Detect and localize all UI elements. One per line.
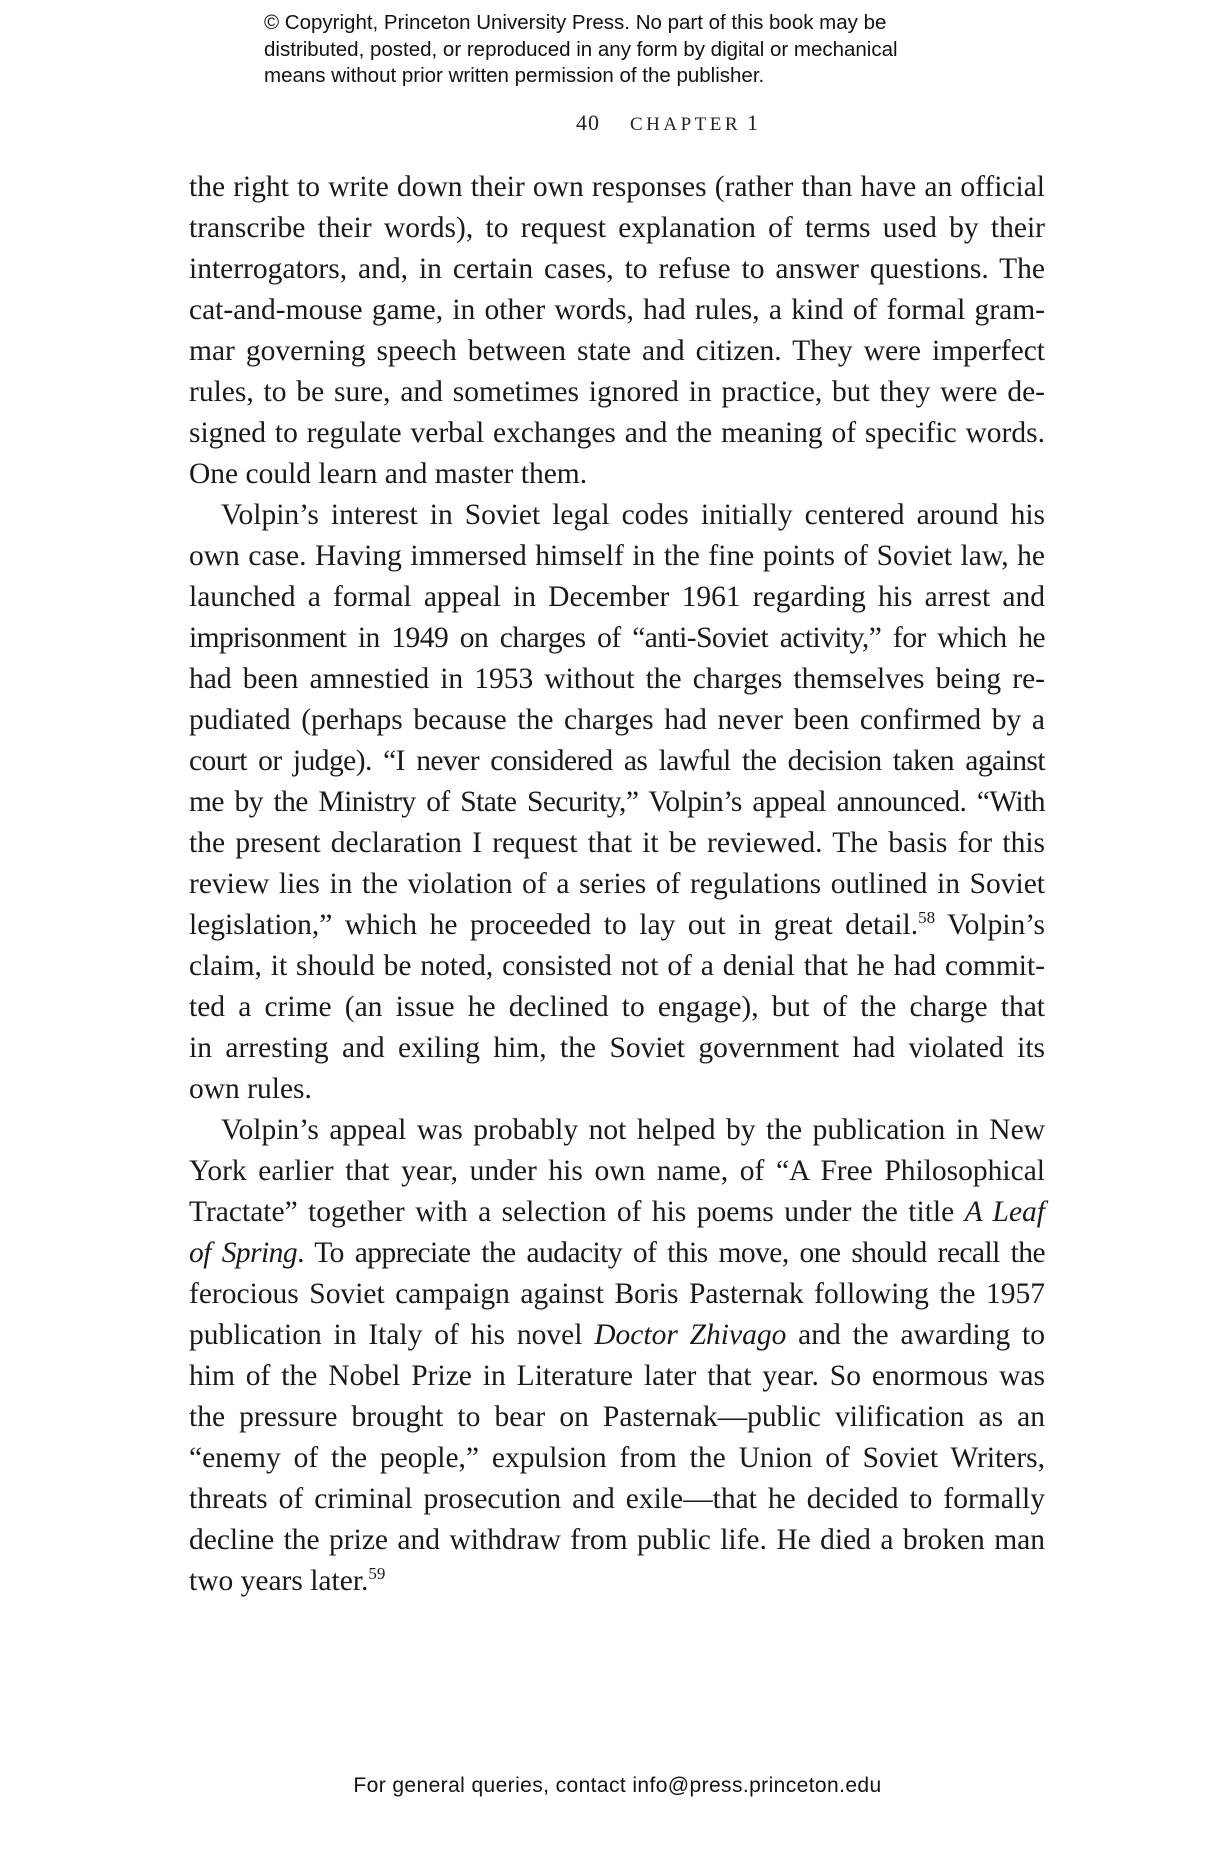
footnote-ref[interactable]: 59 <box>368 1564 386 1583</box>
text-line: the present declaration I request that it be reviewed. The basis for this <box>189 827 1045 859</box>
text-line <box>189 1315 1045 1356</box>
text-line: transcribe their words), to request explanation of terms used by their <box>189 212 1045 244</box>
page-number: 40 <box>575 110 600 135</box>
text-line: cat-and-mouse game, in other words, had rules, a kind of formal gram- <box>189 294 1045 326</box>
text-line <box>189 1192 1045 1233</box>
text-line: “enemy of the people,” expulsion from the Union of Soviet Writers, <box>189 1442 1045 1474</box>
text-line: decline the prize and withdraw from public life. He died a broken man <box>189 1524 1045 1556</box>
text-line: court or judge). “I never considered as lawful the decision taken against <box>189 745 1045 777</box>
text-line: York earlier that year, under his own name, of “A Free Philosophical <box>189 1155 1045 1187</box>
text-segment: and the awarding to <box>786 1319 1045 1351</box>
paragraph <box>189 167 1045 495</box>
copyright-line: distributed, posted, or reproduced in any form by digital or mechanical <box>264 37 898 61</box>
text-segment: Tractate” together with a selection of his poems under the title <box>189 1196 965 1228</box>
text-line: own case. Having immersed himself in the fine points of Soviet law, he <box>189 540 1045 572</box>
text-line: Volpin’s interest in Soviet legal codes initially centered around his <box>221 499 1045 531</box>
footer-contact: For general queries, contact info@press.princeton.edu <box>353 1774 882 1797</box>
chapter-number: 1 <box>747 110 760 135</box>
text-segment: two years later. <box>189 1565 369 1597</box>
text-line: review lies in the violation of a series of regulations outlined in Soviet <box>189 868 1045 900</box>
chapter-label: CHAPTER <box>629 114 742 135</box>
text-line: the pressure brought to bear on Pasternak—public vilification as an <box>189 1401 1045 1433</box>
text-segment: . To appreciate the audacity of this move, one should recall the <box>297 1237 1045 1269</box>
text-line: rules, to be sure, and sometimes ignored in practice, but they were de- <box>189 376 1045 408</box>
text-line <box>189 905 1045 946</box>
text-segment: legislation,” which he proceeded to lay out in great detail. <box>189 909 919 941</box>
text-line: pudiated (perhaps because the charges had never been confirmed by a <box>189 704 1045 736</box>
text-line: claim, it should be noted, consisted not of a denial that he had commit- <box>189 950 1045 982</box>
text-segment: Volpin’s <box>935 909 1045 941</box>
copyright-notice <box>264 10 984 90</box>
text-line: own rules. <box>189 1073 312 1105</box>
text-line: imprisonment in 1949 on charges of “anti-Soviet activity,” for which he <box>189 622 1045 654</box>
text-line: interrogators, and, in certain cases, to refuse to answer questions. The <box>189 253 1045 285</box>
text-line: him of the Nobel Prize in Literature later that year. So enormous was <box>189 1360 1045 1392</box>
text-line: ted a crime (an issue he declined to engage), but of the charge that <box>189 991 1045 1023</box>
body-text <box>189 167 1045 1602</box>
book-title: of Spring <box>189 1237 298 1269</box>
text-line: ferocious Soviet campaign against Boris Pasternak following the 1957 <box>189 1278 1045 1310</box>
text-line: Volpin’s appeal was probably not helped by the publication in New <box>221 1114 1045 1146</box>
paragraph <box>189 1110 1045 1602</box>
text-line: the right to write down their own responses (rather than have an official <box>189 171 1045 203</box>
text-line: in arresting and exiling him, the Soviet government had violated its <box>189 1032 1045 1064</box>
book-title: Doctor Zhivago <box>594 1319 787 1351</box>
paragraph <box>189 495 1045 1110</box>
text-line: me by the Ministry of State Security,” Volpin’s appeal announced. “With <box>189 786 1045 818</box>
text-line: One could learn and master them. <box>189 458 588 490</box>
book-title: A Leaf <box>964 1196 1045 1228</box>
text-line: mar governing speech between state and citizen. They were imperfect <box>189 335 1045 367</box>
footnote-ref[interactable]: 58 <box>918 908 936 927</box>
copyright-line: © Copyright, Princeton University Press. No part of this book may be <box>264 11 887 34</box>
text-line: launched a formal appeal in December 1961 regarding his arrest and <box>189 581 1045 613</box>
text-line: had been amnestied in 1953 without the charges themselves being re- <box>189 663 1045 695</box>
copyright-line: means without prior written permission of the publisher. <box>264 64 765 87</box>
running-head <box>0 108 1225 140</box>
text-line <box>189 1233 1045 1274</box>
text-line <box>189 1561 1045 1602</box>
text-segment: publication in Italy of his novel <box>189 1319 595 1351</box>
text-line: threats of criminal prosecution and exile—that he decided to formally <box>189 1483 1045 1515</box>
text-line: signed to regulate verbal exchanges and the meaning of specific words. <box>189 417 1045 449</box>
